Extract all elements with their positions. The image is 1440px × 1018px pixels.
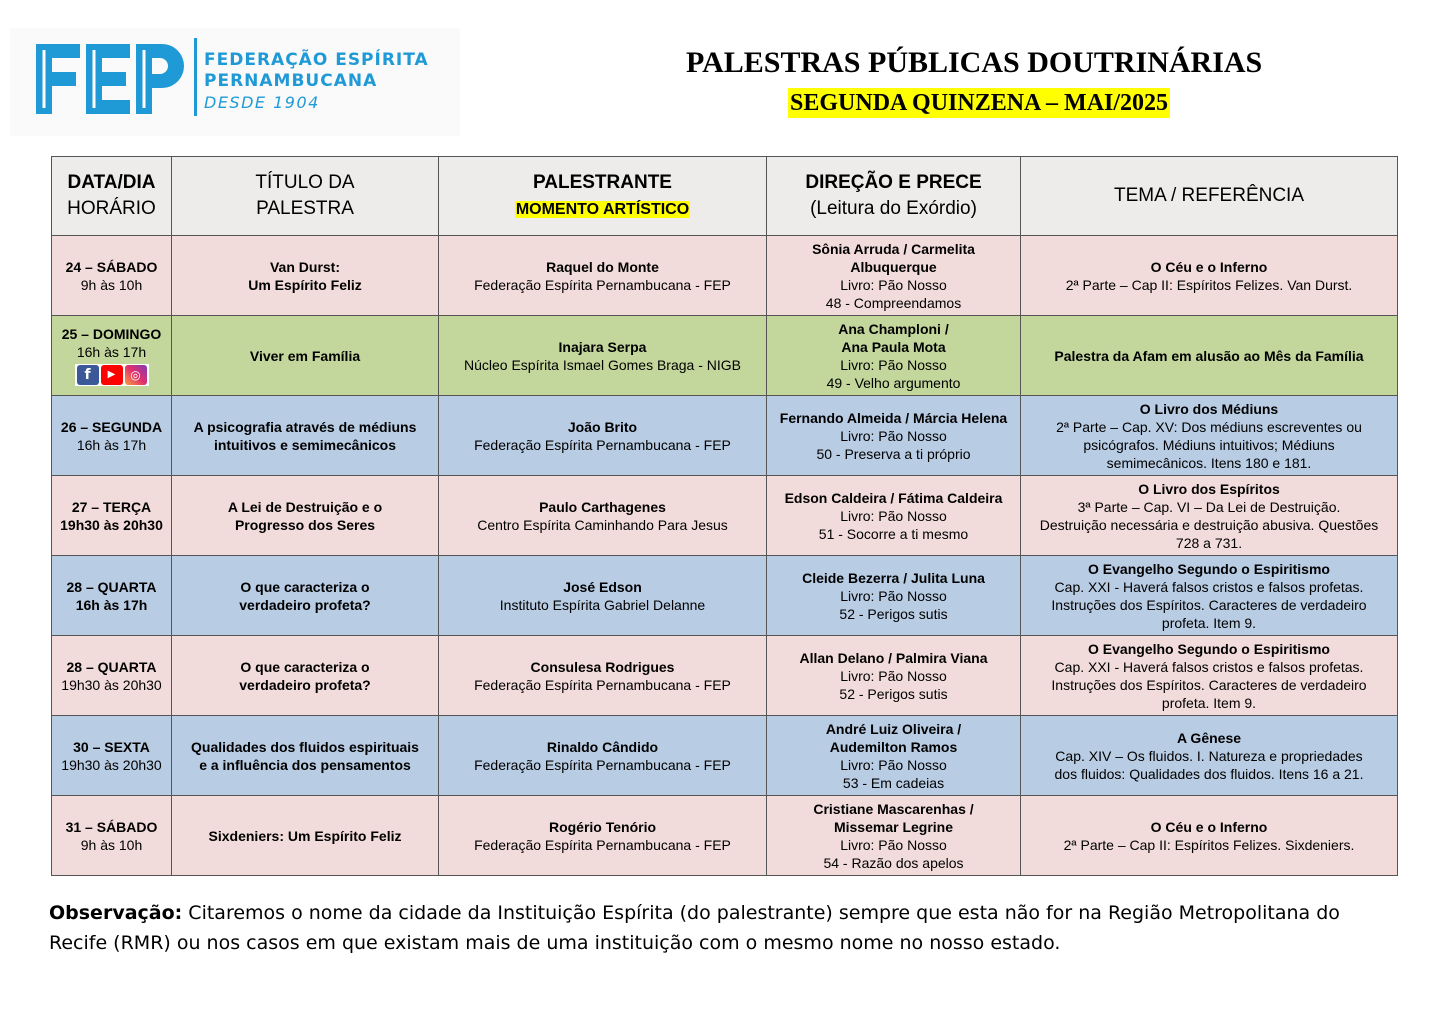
- director-names: Missemar Legrine: [833, 818, 954, 835]
- fep-logo: [10, 28, 460, 136]
- header-time-label: HORÁRIO: [67, 198, 156, 219]
- title-line: Van Durst:: [269, 258, 340, 275]
- theme-reference: Cap. XXI - Haverá falsos cristos e falsos profetas.: [1054, 578, 1364, 595]
- speaker-institution: Federação Espírita Pernambucana - FEP: [474, 676, 731, 693]
- speaker-cell: [439, 636, 767, 716]
- theme-reference: psicógrafos. Médiuns intuitivos; Médiuns: [1083, 436, 1335, 453]
- logo-line-3: DESDE 1904: [204, 93, 320, 112]
- day-label: 25 – DOMINGO: [61, 326, 162, 342]
- director-names: Albuquerque: [850, 258, 937, 275]
- title-cell: [172, 636, 439, 716]
- director-names: André Luiz Oliveira /: [825, 720, 962, 737]
- page-title: PALESTRAS PÚBLICAS DOUTRINÁRIAS: [686, 46, 1263, 79]
- speaker-name: Rinaldo Cândido: [546, 738, 659, 755]
- theme-title: O Livro dos Médiuns: [1139, 400, 1279, 417]
- director-names: Edson Caldeira / Fátima Caldeira: [784, 489, 1003, 506]
- table-row: [52, 396, 1398, 476]
- schedule-table: [51, 156, 1398, 876]
- speaker-institution: Instituto Espírita Gabriel Delanne: [499, 596, 706, 613]
- title-line: e a influência dos pensamentos: [199, 756, 411, 773]
- youtube-icon[interactable]: ▶: [101, 365, 123, 385]
- header-title-line1: TÍTULO DA: [255, 172, 355, 193]
- theme-reference: 2ª Parte – Cap II: Espíritos Felizes. Sixdeniers.: [1063, 836, 1355, 853]
- date-cell: [52, 396, 172, 476]
- direction-cell: [767, 556, 1021, 636]
- title-line: verdadeiro profeta?: [239, 676, 371, 693]
- direction-cell: [767, 316, 1021, 396]
- logo-wordmark: [204, 50, 429, 114]
- day-label: 28 – QUARTA: [66, 578, 157, 595]
- theme-reference: Cap. XIV – Os fluidos. I. Natureza e propriedades: [1055, 747, 1363, 764]
- header-date-label: DATA/DIA: [67, 172, 156, 193]
- theme-reference: 728 a 731.: [1175, 534, 1243, 551]
- theme-cell: [1021, 396, 1398, 476]
- day-label: 26 – SEGUNDA: [60, 418, 163, 435]
- book-label: Livro: Pão Nosso: [840, 507, 947, 524]
- director-names: Ana Paula Mota: [841, 338, 946, 355]
- chapter-label: 52 - Perigos sutis: [839, 685, 948, 702]
- header-theme: TEMA / REFERÊNCIA: [1021, 157, 1398, 236]
- date-cell: [52, 716, 172, 796]
- table-row: [52, 716, 1398, 796]
- director-names: Cristiane Mascarenhas /: [813, 800, 974, 817]
- table-row: [52, 476, 1398, 556]
- title-cell: [172, 236, 439, 316]
- theme-reference: Cap. XXI - Haverá falsos cristos e falsos profetas.: [1054, 658, 1364, 675]
- chapter-label: 52 - Perigos sutis: [839, 605, 948, 622]
- title-line: A psicografia através de médiuns: [193, 418, 417, 435]
- theme-reference: semimecânicos. Itens 180 e 181.: [1106, 454, 1312, 471]
- day-label: 27 – TERÇA: [71, 498, 152, 515]
- title-line: Progresso dos Seres: [234, 516, 376, 533]
- theme-cell: [1021, 636, 1398, 716]
- director-names: Sônia Arruda / Carmelita: [812, 240, 975, 257]
- speaker-cell: [439, 396, 767, 476]
- title-line: O que caracteriza o: [240, 578, 370, 595]
- theme-title: O Céu e o Inferno: [1150, 258, 1268, 275]
- director-names: Cleide Bezerra / Julita Luna: [802, 569, 985, 586]
- header-speaker: [439, 157, 767, 236]
- title-line: A Lei de Destruição e o: [227, 498, 383, 515]
- speaker-institution: Núcleo Espírita Ismael Gomes Braga - NIGB: [464, 356, 741, 373]
- observation-text: Citaremos o nome da cidade da Instituição Espírita (do palestrante) sempre que esta não for na Região Metropolitana do Recife (RMR) ou nos casos em que existam mais de uma instituição com o mesmo nome no nosso estado.: [49, 902, 1340, 954]
- speaker-institution: Federação Espírita Pernambucana - FEP: [474, 436, 731, 453]
- theme-title: A Gênese: [1176, 729, 1242, 746]
- speaker-institution: Federação Espírita Pernambucana - FEP: [474, 276, 731, 293]
- table-header-row: [52, 157, 1398, 236]
- title-cell: [172, 716, 439, 796]
- director-names: Ana Champloni /: [838, 320, 949, 337]
- header-title-line2: PALESTRA: [256, 198, 354, 219]
- book-label: Livro: Pão Nosso: [840, 667, 947, 684]
- speaker-cell: [439, 316, 767, 396]
- date-cell: [52, 476, 172, 556]
- date-cell: [52, 556, 172, 636]
- time-label: 19h30 às 20h30: [61, 756, 162, 773]
- header-direction-sub: (Leitura do Exórdio): [810, 198, 977, 219]
- day-label: 28 – QUARTA: [66, 658, 157, 675]
- speaker-institution: Federação Espírita Pernambucana - FEP: [474, 756, 731, 773]
- table-row: [52, 236, 1398, 316]
- speaker-name: Consulesa Rodrigues: [530, 658, 675, 675]
- direction-cell: [767, 476, 1021, 556]
- direction-cell: [767, 236, 1021, 316]
- theme-cell: [1021, 556, 1398, 636]
- observation-note: [49, 898, 1389, 958]
- title-line: verdadeiro profeta?: [239, 596, 371, 613]
- logo-divider: [194, 38, 197, 116]
- table-row: [52, 556, 1398, 636]
- director-names: Fernando Almeida / Márcia Helena: [779, 409, 1008, 426]
- theme-cell: [1021, 476, 1398, 556]
- theme-reference: profeta. Item 9.: [1161, 694, 1257, 711]
- title-cell: Viver em Família: [172, 316, 439, 396]
- theme-reference: dos fluidos: Qualidades dos fluidos. Itens 16 a 21.: [1054, 765, 1364, 782]
- speaker-cell: [439, 236, 767, 316]
- direction-cell: [767, 396, 1021, 476]
- time-label: 19h30 às 20h30: [61, 676, 162, 693]
- header-speaker-label: PALESTRANTE: [533, 171, 672, 193]
- speaker-name: Raquel do Monte: [546, 258, 659, 275]
- header-direction-label: DIREÇÃO E PRECE: [805, 172, 982, 193]
- chapter-label: 54 - Razão dos apelos: [823, 854, 964, 871]
- title-line: Um Espírito Feliz: [248, 276, 362, 293]
- speaker-name: Inajara Serpa: [558, 338, 647, 355]
- time-label: 19h30 às 20h30: [60, 516, 163, 533]
- logo-line-1: FEDERAÇÃO ESPÍRITA: [204, 50, 429, 70]
- page-subtitle: SEGUNDA QUINZENA – MAI/2025: [790, 90, 1169, 116]
- theme-title: O Livro dos Espíritos: [1138, 480, 1280, 497]
- fep-logo-mark: [36, 44, 186, 116]
- director-names: Allan Delano / Palmira Viana: [799, 649, 988, 666]
- title-cell: Sixdeniers: Um Espírito Feliz: [172, 796, 439, 876]
- header-date: [52, 157, 172, 236]
- theme-cell: [1021, 236, 1398, 316]
- chapter-label: 49 - Velho argumento: [826, 374, 961, 391]
- speaker-name: Paulo Carthagenes: [539, 498, 666, 515]
- speaker-institution: Centro Espírita Caminhando Para Jesus: [477, 516, 728, 533]
- chapter-label: 51 - Socorre a ti mesmo: [818, 525, 969, 542]
- date-cell: [52, 796, 172, 876]
- theme-title: O Evangelho Segundo o Espiritismo: [1088, 560, 1330, 577]
- theme-cell: [1021, 716, 1398, 796]
- day-label: 31 – SÁBADO: [65, 818, 158, 835]
- header-artistic-moment: MOMENTO ARTÍSTICO: [515, 200, 690, 218]
- chapter-label: 50 - Preserva a ti próprio: [816, 445, 971, 462]
- direction-cell: [767, 796, 1021, 876]
- speaker-name: Rogério Tenório: [548, 818, 657, 835]
- title-line: intuitivos e semimecânicos: [213, 436, 397, 453]
- table-row: [52, 316, 1398, 396]
- book-label: Livro: Pão Nosso: [840, 427, 947, 444]
- title-line: O que caracteriza o: [240, 658, 370, 675]
- header-direction: [767, 157, 1021, 236]
- observation-label: Observação:: [49, 902, 183, 924]
- theme-cell: [1021, 796, 1398, 876]
- date-cell: [52, 236, 172, 316]
- speaker-cell: [439, 476, 767, 556]
- table-row: [52, 636, 1398, 716]
- direction-cell: [767, 716, 1021, 796]
- book-label: Livro: Pão Nosso: [840, 587, 947, 604]
- date-cell: [52, 636, 172, 716]
- theme-reference: 2ª Parte – Cap. XV: Dos médiuns escreventes ou: [1056, 418, 1362, 435]
- book-label: Livro: Pão Nosso: [840, 276, 947, 293]
- title-line: Qualidades dos fluidos espirituais: [191, 738, 419, 755]
- title-cell: [172, 476, 439, 556]
- book-label: Livro: Pão Nosso: [840, 756, 947, 773]
- theme-reference: 3ª Parte – Cap. VI – Da Lei de Destruição.: [1077, 498, 1341, 515]
- theme-reference: Destruição necessária e destruição abusiva. Questões: [1039, 516, 1379, 533]
- direction-cell: [767, 636, 1021, 716]
- theme-reference: profeta. Item 9.: [1161, 614, 1257, 631]
- chapter-label: 48 - Compreendamos: [825, 294, 962, 311]
- speaker-institution: Federação Espírita Pernambucana - FEP: [474, 836, 731, 853]
- theme-cell: Palestra da Afam em alusão ao Mês da Família: [1021, 316, 1398, 396]
- speaker-cell: [439, 556, 767, 636]
- theme-title: O Evangelho Segundo o Espiritismo: [1088, 640, 1330, 657]
- logo-line-2: PERNAMBUCANA: [204, 71, 378, 91]
- instagram-icon[interactable]: ◎: [125, 365, 147, 385]
- speaker-cell: [439, 796, 767, 876]
- title-cell: [172, 396, 439, 476]
- book-label: Livro: Pão Nosso: [840, 356, 947, 373]
- speaker-cell: [439, 716, 767, 796]
- book-label: Livro: Pão Nosso: [840, 836, 947, 853]
- social-icons: [75, 364, 149, 386]
- theme-reference: Instruções dos Espíritos. Caracteres de verdadeiro: [1051, 676, 1367, 693]
- facebook-icon[interactable]: f: [77, 365, 99, 385]
- time-label: 9h às 10h: [80, 276, 143, 293]
- title-cell: [172, 556, 439, 636]
- time-label: 16h às 17h: [75, 596, 148, 613]
- day-label: 30 – SEXTA: [73, 738, 150, 755]
- time-label: 16h às 17h: [76, 436, 147, 453]
- chapter-label: 53 - Em cadeias: [842, 774, 945, 791]
- day-label: 24 – SÁBADO: [65, 258, 158, 275]
- header-title: [172, 157, 439, 236]
- time-label: 16h às 17h: [76, 344, 147, 360]
- theme-title: O Céu e o Inferno: [1150, 818, 1268, 835]
- theme-reference: 2ª Parte – Cap II: Espíritos Felizes. Van Durst.: [1065, 276, 1353, 293]
- speaker-name: José Edson: [563, 578, 642, 595]
- date-cell: [52, 316, 172, 396]
- theme-reference: Instruções dos Espíritos. Caracteres de verdadeiro: [1051, 596, 1367, 613]
- director-names: Audemilton Ramos: [829, 738, 958, 755]
- time-label: 9h às 10h: [80, 836, 143, 853]
- table-row: [52, 796, 1398, 876]
- speaker-name: João Brito: [567, 418, 638, 435]
